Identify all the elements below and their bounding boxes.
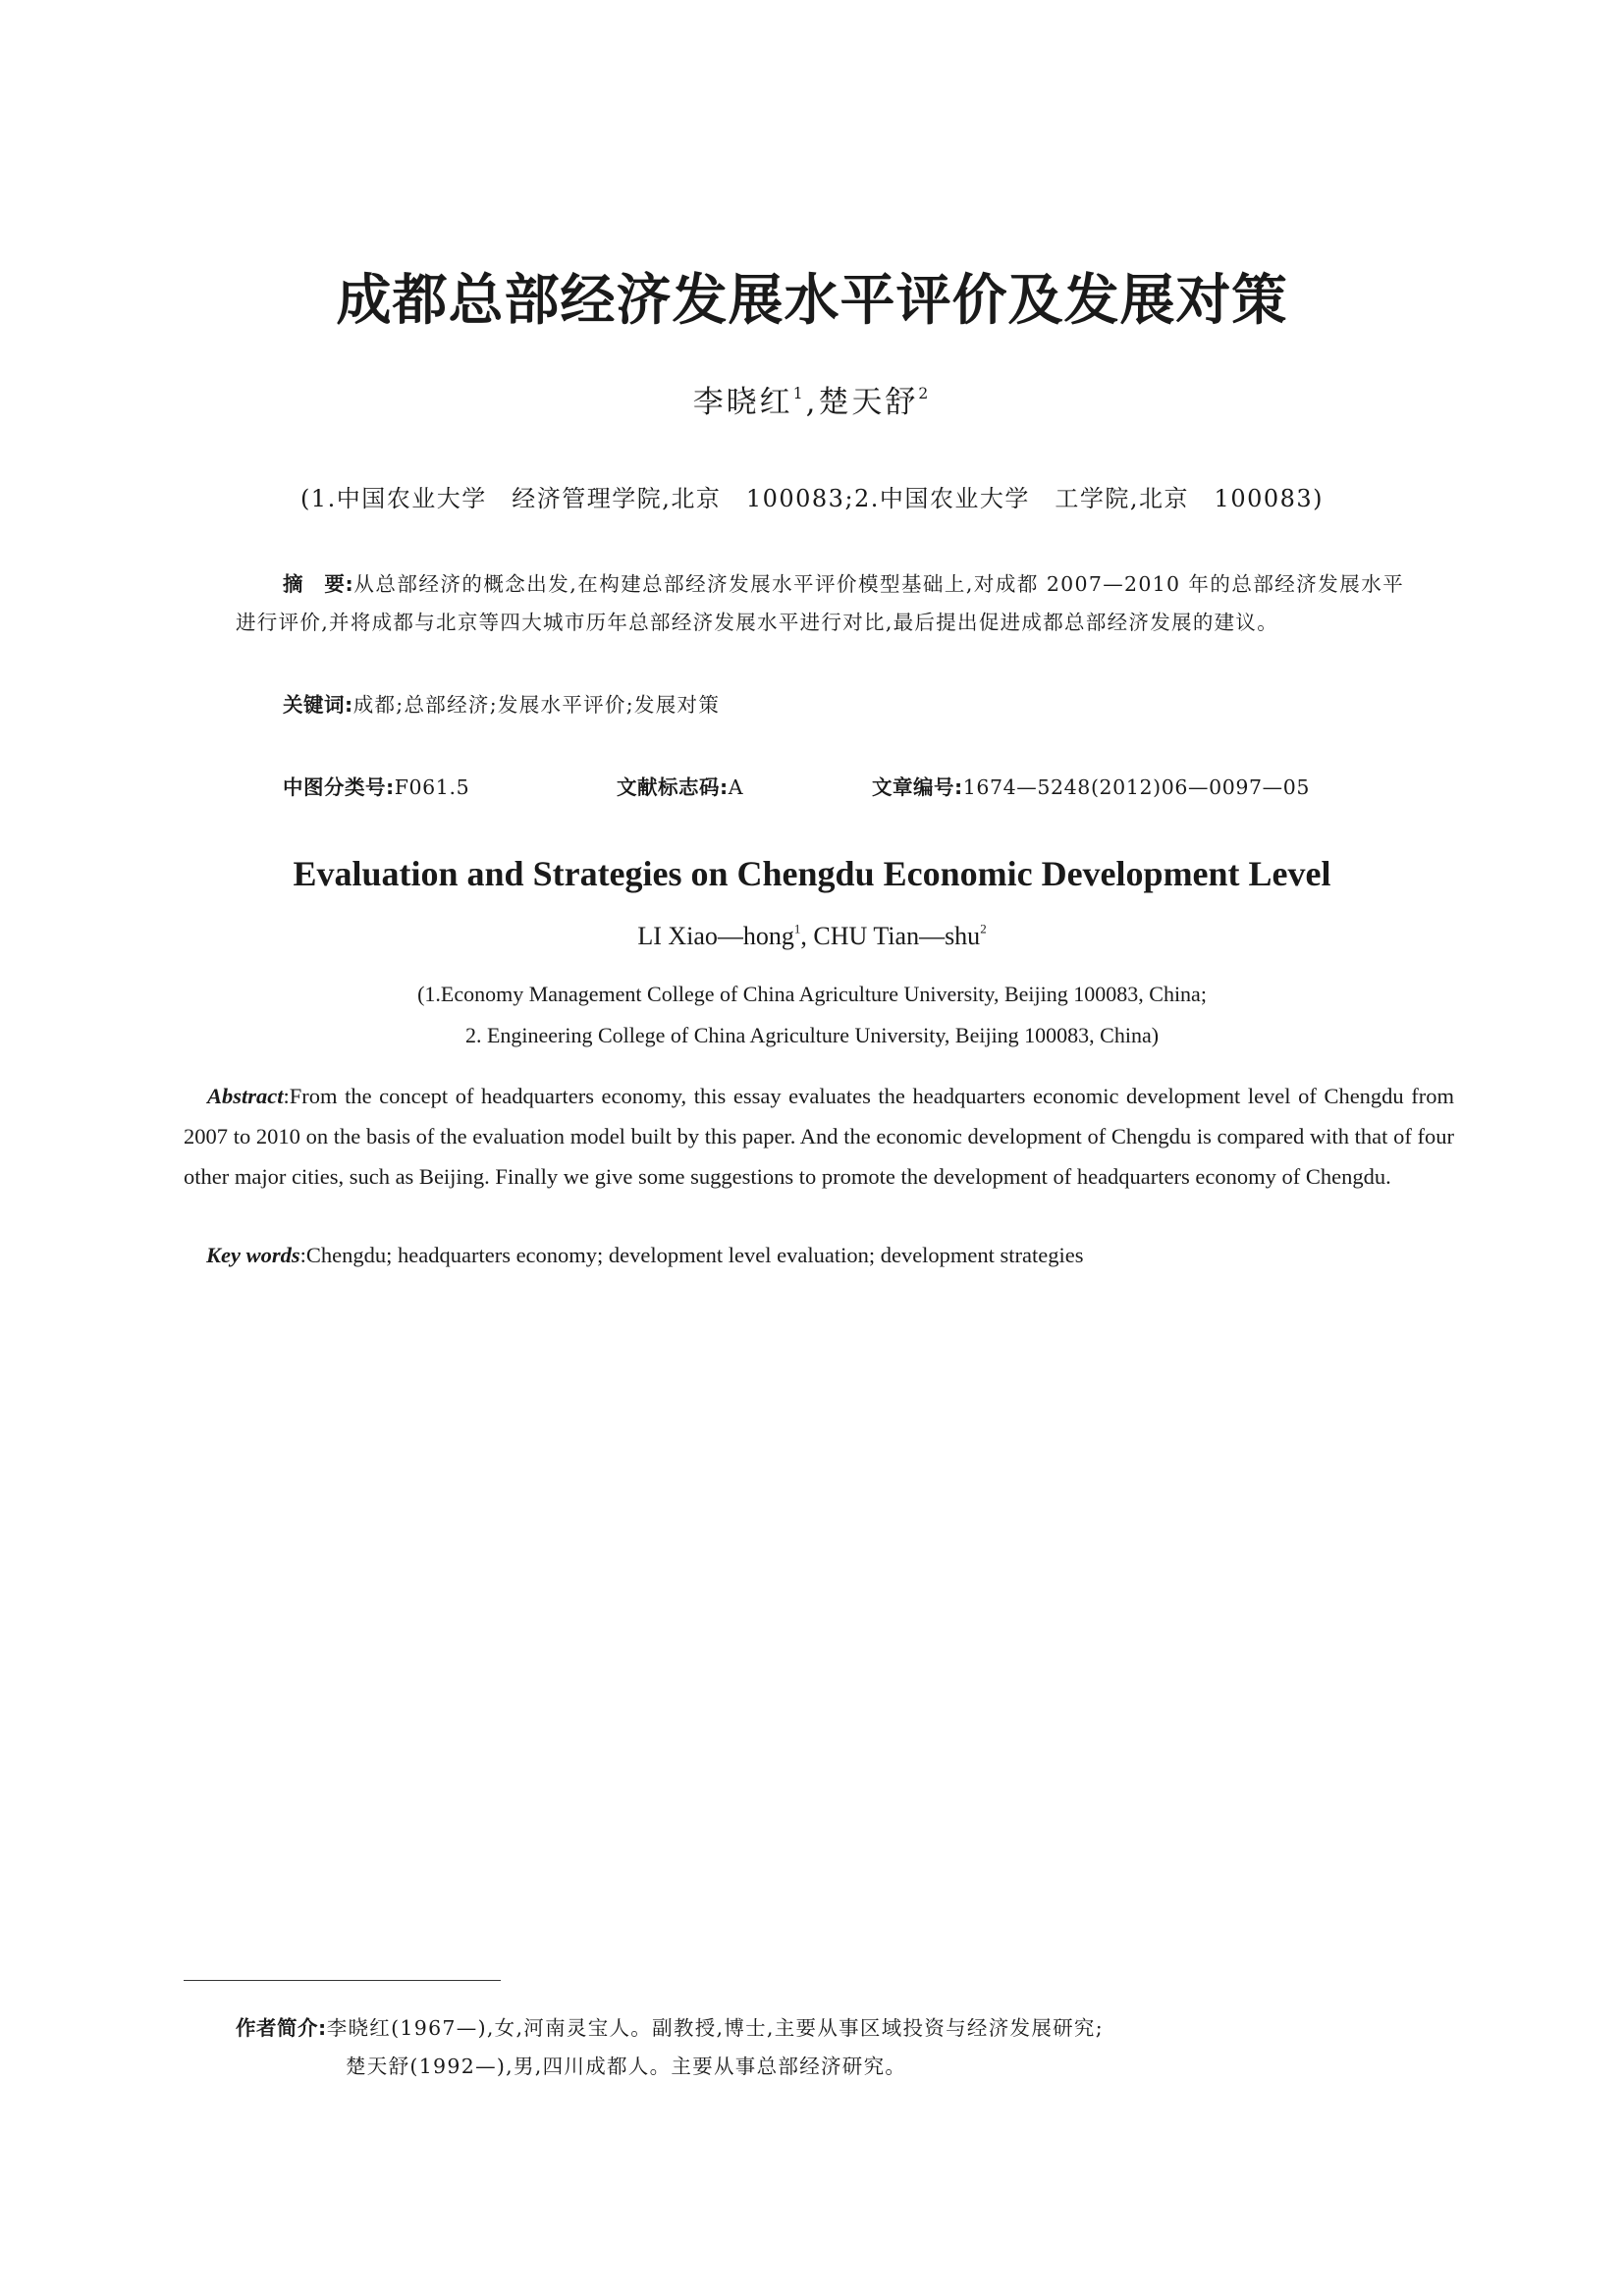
abstract-text-en: From the concept of headquarters economy, this essay evaluates the headquarters economic development level of Chengdu from 2007 to 2010 on the basis of the evaluation model built by this paper. And the economic development of Chengdu is compared with that of four other major cities, such as Beijing. Finally we give some suggestions to promote the development of headquarters economy of Chengdu.: [184, 1084, 1454, 1189]
author-name: 楚天舒: [818, 385, 919, 420]
author-note: [236, 2009, 1414, 2086]
authors-cn: [0, 381, 1624, 424]
document-code: [617, 771, 743, 804]
author-affiliation-mark: 1: [793, 921, 801, 936]
affiliation-en-line-1: (1.Economy Management College of China Agriculture University, Beijing 100083, China;: [417, 982, 1207, 1006]
article-number-label: 文章编号:: [872, 775, 963, 799]
affiliation-en-line-2: 2. Engineering College of China Agriculture University, Beijing 100083, China): [464, 1023, 1160, 1047]
keywords-cn: [283, 685, 720, 724]
author-note-text-1: 李晓红(1967—),女,河南灵宝人。副教授,博士,主要从事区域投资与经济发展研究;: [326, 2016, 1104, 2040]
author-affiliation-mark: 2: [918, 385, 932, 403]
author-affiliation-mark: 2: [980, 921, 987, 936]
keywords-text-cn: 成都;总部经济;发展水平评价;发展对策: [352, 693, 721, 717]
author-name-en: LI Xiao—hong: [637, 922, 794, 950]
abstract-text-cn: 从总部经济的概念出发,在构建总部经济发展水平评价模型基础上,对成都 2007—2010 年的总部经济发展水平进行评价,并将成都与北京等四大城市历年总部经济发展水平进行对比,最后提出促进成都总部经济发展的建议。: [236, 572, 1404, 634]
keywords-label-cn: 关键词:: [283, 693, 353, 717]
paper-title-en: Evaluation and Strategies on Chengdu Economic Development Level: [293, 854, 1331, 893]
abstract-label-en: Abstract: [207, 1084, 284, 1108]
author-note-line-2: 楚天舒(1992—),男,四川成都人。主要从事总部经济研究。: [346, 2055, 907, 2078]
author-affiliation-mark: 1: [792, 385, 806, 403]
paper-title-cn: 成都总部经济发展水平评价及发展对策: [336, 269, 1288, 333]
keywords-en: [206, 1235, 1453, 1275]
affiliation-cn: (1.中国农业大学 经济管理学院,北京 100083;2.中国农业大学 工学院,北京 100083): [299, 485, 1325, 512]
footnote-divider: [184, 1980, 501, 1981]
article-number: [872, 771, 1310, 804]
author-name: 李晓红: [692, 385, 793, 420]
abstract-colon-en: :: [283, 1084, 290, 1108]
author-name-en: CHU Tian—shu: [813, 922, 981, 950]
author-separator: ,: [805, 385, 819, 420]
doc-code-value: A: [728, 775, 744, 799]
keywords-text-en: Chengdu; headquarters economy; development level evaluation; development strategies: [305, 1243, 1084, 1267]
clc-label: 中图分类号:: [283, 775, 395, 799]
doc-code-label: 文献标志码:: [617, 775, 729, 799]
author-note-label: 作者简介:: [236, 2016, 327, 2040]
clc-value: F061.5: [394, 775, 470, 799]
clc-number: [283, 771, 469, 804]
abstract-en: [184, 1076, 1454, 1197]
author-separator: ,: [800, 922, 807, 950]
article-number-value: 1674—5248(2012)06—0097—05: [962, 775, 1311, 799]
abstract-cn: [236, 565, 1404, 642]
keywords-label-en: Key words: [206, 1243, 300, 1267]
author-note-line-1: [236, 2009, 1414, 2048]
keywords-colon-en: :: [299, 1243, 306, 1267]
authors-en: [0, 917, 1624, 956]
abstract-label-cn: 摘 要:: [283, 572, 354, 596]
